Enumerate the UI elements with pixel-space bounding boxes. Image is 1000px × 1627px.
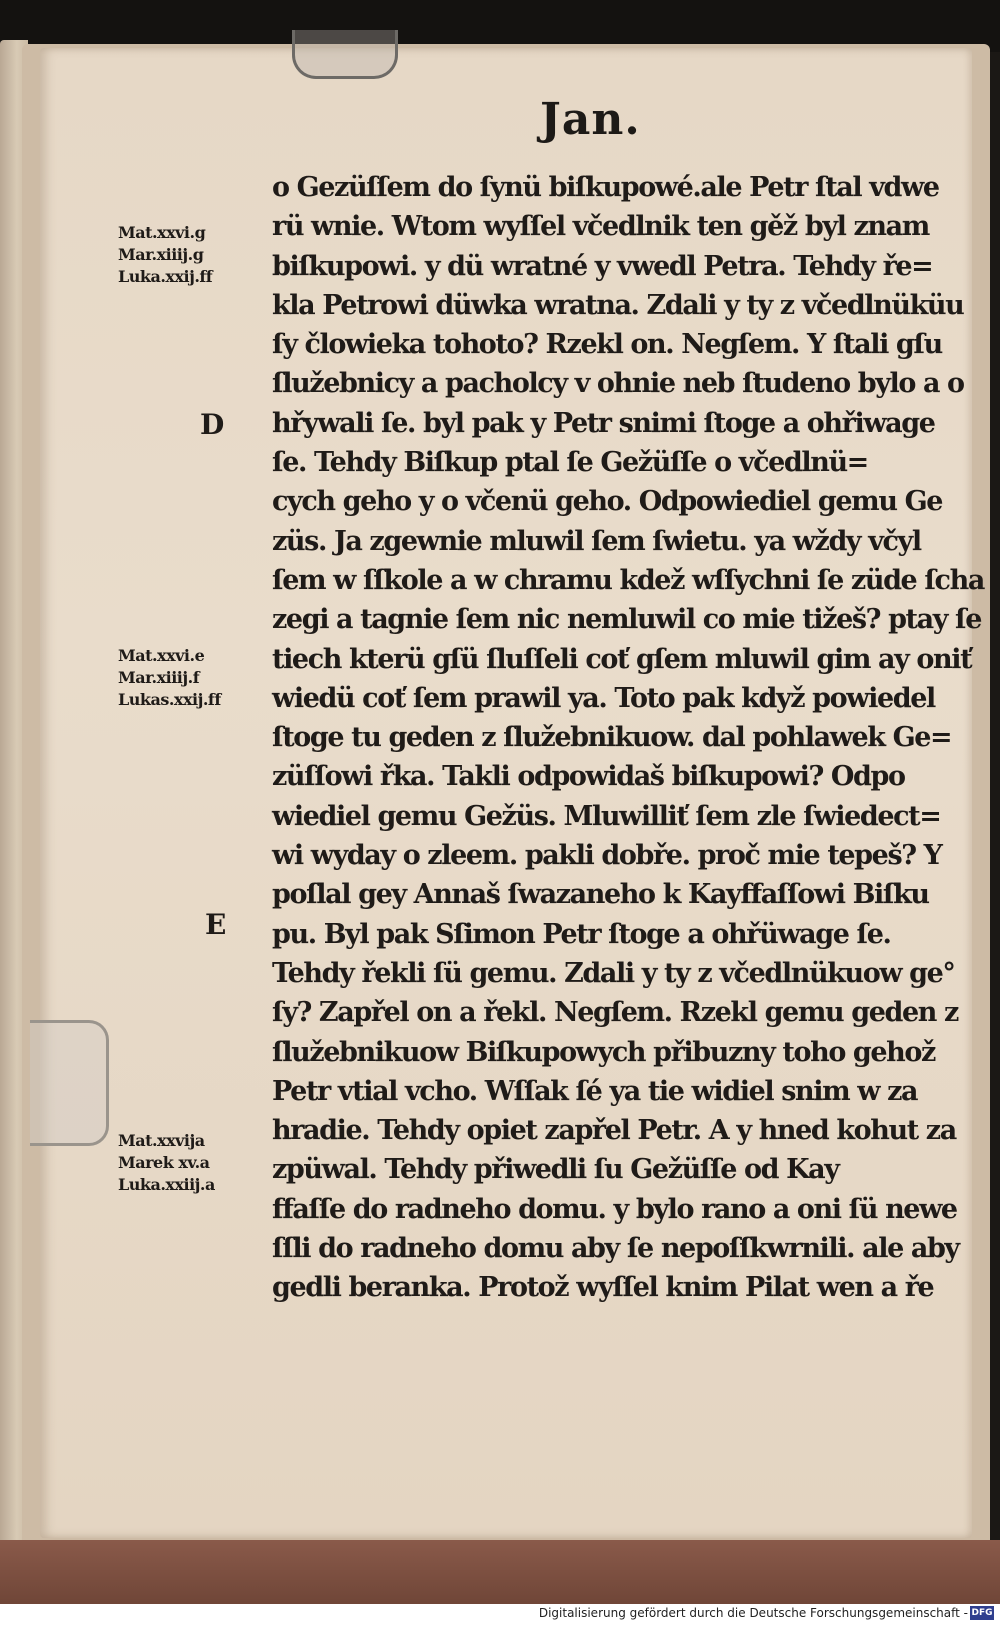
margin-note-line: Marek xv.a xyxy=(118,1153,210,1172)
margin-note-line: Mat.xxvi.e xyxy=(118,646,205,665)
text-line: zegi a tagnie ſem nic nemluwil co mie tižeš? ptay ſe xyxy=(272,604,982,636)
page-tab-clip xyxy=(30,1020,109,1146)
text-line: ſy? Zapřel on a řekl. Negſem. Rzekl gemu geden z xyxy=(272,997,958,1029)
text-line: pu. Byl pak Sſimon Petr ſtoge a ohřüwage ſe. xyxy=(272,918,891,950)
text-line: hradie. Tehdy opiet zapřel Petr. A y hned kohut za xyxy=(272,1115,956,1147)
margin-note xyxy=(118,1130,268,1196)
text-line: hřywali ſe. byl pak y Petr snimi ſtoge a ohřiwage xyxy=(272,407,935,439)
margin-note-line: Luka.xxiij.a xyxy=(118,1175,215,1194)
margin-note-line: Mat.xxvija xyxy=(118,1131,205,1150)
section-letter: D xyxy=(200,408,225,441)
text-line: wiediel gemu Gežüs. Mluwilliť ſem zle ſwiedect= xyxy=(272,800,941,832)
text-line: ſtoge tu geden z ſlužebnikuow. dal pohlawek Ge= xyxy=(272,722,952,754)
text-line: ſlužebnikuow Biſkupowych přibuzny toho gehož xyxy=(272,1036,935,1068)
book-cover-bottom xyxy=(0,1540,1000,1610)
text-line: Tehdy řekli ſü gemu. Zdali y ty z včedlnükuow ge° xyxy=(272,957,955,989)
margin-note-line: Mar.xiiij.f xyxy=(118,668,200,687)
text-line: tiech kterü gſü ſluſſeli coť gſem mluwil gim ay oniť xyxy=(272,643,972,675)
text-line: ſlužebnicy a pacholcy v ohnie neb ſtudeno bylo a o xyxy=(272,368,964,400)
text-line: ffaſſe do radneho domu. y bylo rano a oni ſü newe xyxy=(272,1193,957,1225)
page-clip xyxy=(292,30,398,79)
text-line: ſe. Tehdy Biſkup ptal ſe Gežüſſe o včedlnü= xyxy=(272,447,868,479)
text-line: biſkupowi. y dü wratné y vwedl Petra. Tehdy ře= xyxy=(272,250,933,282)
text-line: züſſowi řka. Takli odpowidaš biſkupowi? Odpo xyxy=(272,761,905,793)
text-line: gedli beranka. Protož wyſſel knim Pilat wen a ře xyxy=(272,1272,934,1304)
text-line: poſlal gey Annaš ſwazaneho k Kayffaſſowi Biſku xyxy=(272,879,929,911)
margin-note xyxy=(118,645,268,711)
running-head: Jan. xyxy=(540,94,641,145)
section-letter: E xyxy=(205,908,227,941)
text-line: ſy člowieka tohoto? Rzekl on. Negſem. Y ſtali gſu xyxy=(272,329,942,361)
text-line: wi wyday o zleem. pakli dobře. proč mie tepeš? Y xyxy=(272,840,942,872)
text-line: kla Petrowi düwka wratna. Zdali y ty z včedlnüküu xyxy=(272,289,964,321)
text-line: züs. Ja zgewnie mluwil ſem ſwietu. ya wždy včyl xyxy=(272,525,921,557)
text-line: zpüwal. Tehdy přiwedli ſu Gežüſſe od Kay xyxy=(272,1154,839,1186)
text-line: o Gezüſſem do ſynü biſkupowé.ale Petr ſtal vdwe xyxy=(272,172,939,203)
body-text xyxy=(272,168,984,1308)
text-line: wiedü coť ſem prawil ya. Toto pak když powiedel xyxy=(272,682,935,714)
digitization-credit: Digitalisierung gefördert durch die Deutsche Forschungsgemeinschaft - xyxy=(538,1606,968,1620)
margin-note-line: Mat.xxvi.g xyxy=(118,223,206,242)
margin-note-line: Mar.xiiij.g xyxy=(118,245,204,264)
dfg-logo: DFG xyxy=(971,1608,993,1618)
text-line: Petr vtial vcho. Wſſak ſé ya tie widiel snim w za xyxy=(272,1075,918,1107)
margin-note-line: Luka.xxij.ff xyxy=(118,267,213,286)
text-line: cych geho y o včenü geho. Odpowiediel gemu Ge xyxy=(272,486,943,518)
text-line: ſem w ſſkole a w chramu kdež wſſychni ſe züde ſcha xyxy=(272,564,984,596)
text-line: rü wnie. Wtom wyſſel včedlnik ten gěž byl znam xyxy=(272,211,929,243)
margin-note-line: Lukas.xxij.ff xyxy=(118,690,221,709)
margin-note xyxy=(118,222,268,288)
text-line: ſſli do radneho domu aby ſe nepoſſkwrnili. ale aby xyxy=(272,1233,959,1265)
